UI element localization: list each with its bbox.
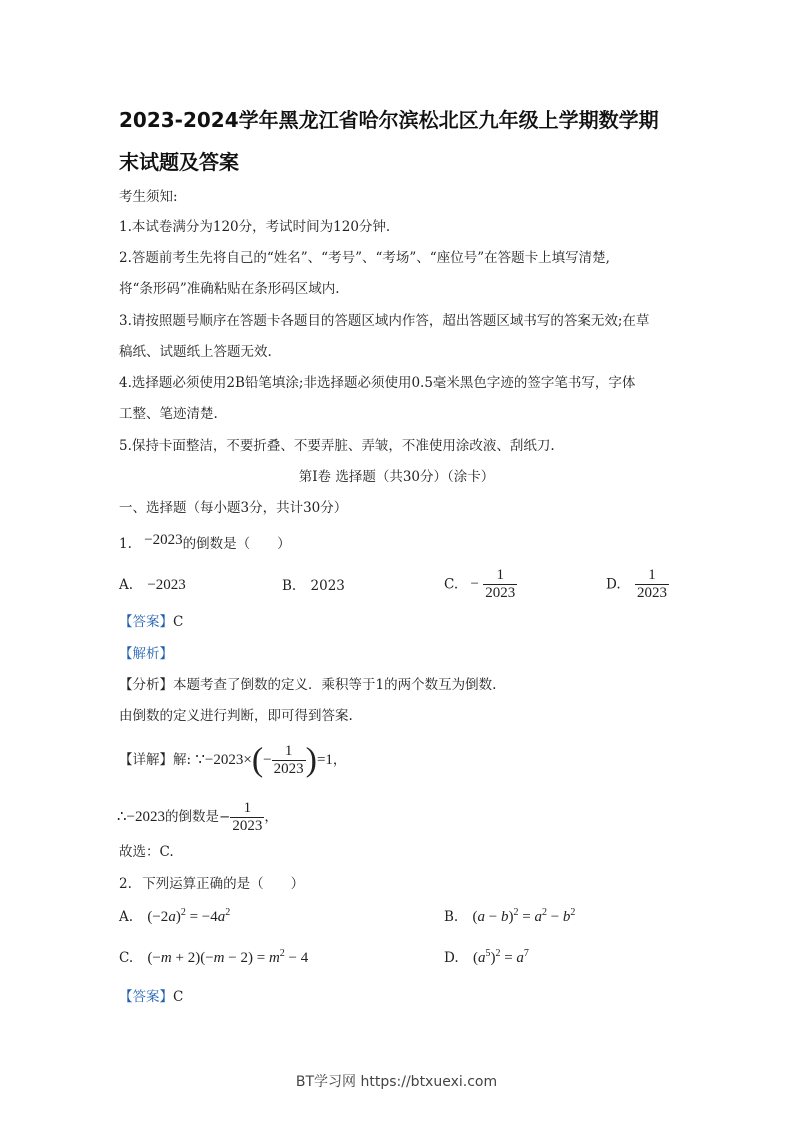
option-d <box>606 567 669 602</box>
option-label: B. <box>444 909 459 925</box>
q2-option-c <box>119 948 308 967</box>
left-paren: ( <box>251 741 264 779</box>
denominator: 2023 <box>485 585 516 601</box>
q2-option-b <box>444 907 575 926</box>
detail-line <box>119 740 346 780</box>
option-label: A. <box>119 577 134 593</box>
minus-sign: − <box>470 576 479 592</box>
question-stem: 的倒数是（ ） <box>182 536 291 552</box>
option-b <box>282 578 345 594</box>
option-formula: $(a^5)^2 = a^7$ <box>472 948 529 966</box>
question-2 <box>119 875 304 893</box>
question-number: 2. <box>119 876 132 892</box>
option-formula: $(-m + 2)(-m - 2) = m^2 - 4$ <box>147 948 309 966</box>
option-c <box>444 567 517 602</box>
minus-sign: − <box>263 752 272 768</box>
document-title-line1: 2023-2024学年黑龙江省哈尔滨松北区九年级上学期数学期 <box>119 108 659 132</box>
notice-item-2: 2.答题前考生先将自己的“姓名”、“考号”、“考场”、“座位号”在答题卡上填写清楚, <box>119 250 610 266</box>
option-label: D. <box>444 950 459 966</box>
fraction <box>230 800 264 835</box>
question-stem: 下列运算正确的是（ ） <box>142 876 305 892</box>
notice-item-5: 5.保持卡面整洁，不要折叠、不要弄脏、弄皱，不准使用涂改液、刮纸刀. <box>119 438 555 454</box>
q2-answer-line <box>119 988 183 1006</box>
detail-prefix: 解: <box>173 752 192 768</box>
option-a <box>119 577 186 594</box>
q2-option-d <box>444 948 529 967</box>
denominator: 2023 <box>636 585 667 601</box>
choice-line: 故选：C. <box>119 844 174 860</box>
denominator: 2023 <box>232 818 263 834</box>
fenxi-tag: 【分析】 <box>119 677 173 693</box>
option-value: −2023 <box>147 577 186 593</box>
punctuation: ， <box>264 809 278 825</box>
therefore-line <box>117 797 278 837</box>
part-heading: 一、选择题（每小题3分，共计30分） <box>119 500 348 516</box>
answer-value: C <box>173 614 184 630</box>
fenxi-text: 本题考查了倒数的定义．乘积等于1的两个数互为倒数. <box>173 677 497 693</box>
notice-item-3-cont: 稿纸、试题纸上答题无效. <box>119 344 272 360</box>
option-label: C. <box>444 576 459 593</box>
detail-result: =1 <box>316 752 333 768</box>
right-paren: ) <box>305 741 317 779</box>
answer-line <box>119 613 183 631</box>
notice-item-4-cont: 工整、笔迹清楚. <box>119 406 218 422</box>
question-1 <box>119 532 291 553</box>
numerator: 1 <box>284 743 293 759</box>
fenxi-line <box>119 676 496 694</box>
notice-item-2-cont: 将“条形码”准确粘贴在条形码区域内. <box>119 281 340 297</box>
fraction <box>483 567 517 602</box>
notice-item-3: 3.请按照题号顺序在答题卡各题目的答题区域内作答，超出答题区域书写的答案无效;在草 <box>119 313 650 329</box>
analysis-heading <box>119 645 173 663</box>
denominator: 2023 <box>273 761 304 777</box>
fraction <box>272 743 306 778</box>
section-title: 第Ⅰ卷 选择题（共30分）（涂卡） <box>298 469 495 485</box>
therefore-expr: ∴−2023 <box>117 809 166 825</box>
therefore-text: 的倒数是− <box>165 809 231 825</box>
numerator: 1 <box>496 567 504 583</box>
numerator: 1 <box>648 567 656 583</box>
option-formula: $(-2a)^2 = -4a^2$ <box>147 907 231 925</box>
option-value: 2023 <box>310 578 345 594</box>
option-formula: $(a - b)^2 = a^2 - b^2$ <box>472 907 576 925</box>
answer-value: C <box>173 989 184 1005</box>
fraction <box>635 567 669 602</box>
option-label: D. <box>606 576 621 593</box>
notice-item-4: 4.选择题必须使用2B铅笔填涂;非选择题必须使用0.5毫米黑色字迹的签字笔书写，字体 <box>119 375 636 391</box>
analysis-tag: 【解析】 <box>119 646 173 662</box>
detail-expr: ∵−2023× <box>195 752 252 768</box>
notice-item-1: 1.本试卷满分为120分，考试时间为120分钟. <box>119 219 391 235</box>
question-number: 1. <box>119 536 132 552</box>
option-label: B. <box>282 578 297 594</box>
question-expr: −2023 <box>144 532 183 548</box>
punctuation: ， <box>332 752 347 768</box>
numerator: 1 <box>243 800 252 816</box>
fenxi-line-2: 由倒数的定义进行判断，即可得到答案. <box>119 708 353 724</box>
answer-tag: 【答案】 <box>119 614 173 630</box>
answer-tag: 【答案】 <box>119 989 173 1005</box>
option-label: C. <box>119 950 134 966</box>
q2-option-a <box>119 907 230 926</box>
document-title-line2: 末试题及答案 <box>119 150 239 174</box>
notice-heading: 考生须知: <box>119 189 178 205</box>
footer-watermark: BT学习网 https://btxuexi.com <box>295 1074 498 1090</box>
option-label: A. <box>119 909 134 925</box>
detail-tag: 【详解】 <box>119 752 173 768</box>
